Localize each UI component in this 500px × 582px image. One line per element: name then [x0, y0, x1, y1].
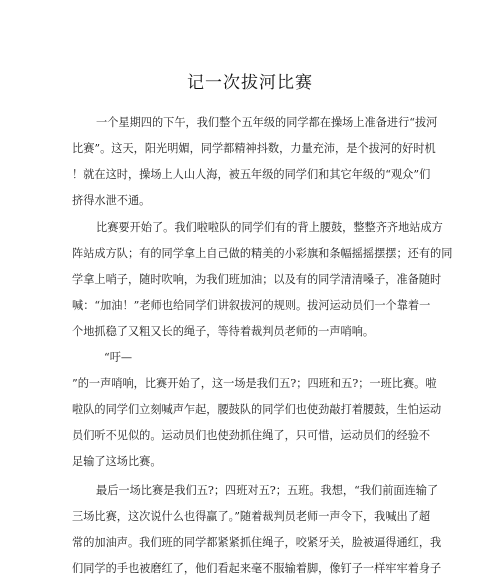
- paragraph-line: 一个星期四的下午，我们整个五年级的同学都在操场上准备进行“拔河: [96, 116, 438, 129]
- paragraph-line: 个地抓稳了又粗又长的绳子，等待着裁判员老师的一声哨响。: [72, 325, 375, 338]
- paragraph-line: “吁—: [104, 351, 133, 364]
- paragraph-line: 学拿上哨子，随时吹响，为我们班加油；以及有的同学清清嗓子，准备随时: [72, 273, 442, 286]
- paragraph-4: [72, 371, 442, 475]
- document-title: 记一次拔河比赛: [187, 73, 313, 93]
- paragraph-1: [72, 110, 438, 214]
- paragraph-5: [72, 478, 442, 582]
- paragraph-line: 喊：“加油！”老师也给同学们讲叙拔河的规则。拔河运动员们一个靠着一: [72, 299, 431, 312]
- paragraph-line: 常的加油声。我们班的同学都紧紧抓住绳子，咬紧牙关，脸被逼得通红，我: [72, 536, 442, 549]
- paragraph-line: 员们听不见似的。运动员们也使劲抓住绳了，只可惜，运动员们的经验不: [72, 429, 431, 442]
- paragraph-line: 比赛要开始了。我们啦啦队的同学们有的背上腰鼓，整整齐齐地站成方: [96, 221, 443, 234]
- paragraph-line: 挤得水泄不通。: [72, 194, 151, 207]
- paragraph-line: 们同学的手也被磨红了，他们看起来毫不服输着脚，像钉子一样牢牢着身子: [72, 562, 442, 575]
- paragraph-line: 阵站成方队；有的同学拿上自己做的精美的小彩旗和条幅摇摇摆摆；还有的同: [72, 247, 453, 260]
- paragraph-line: ！就在这时，操场上人山人海，被五年级的同学们和其它年级的“观众”们: [72, 168, 431, 181]
- paragraph-line: 比赛”。这天，阳光明媚，同学都精神抖数，力量充沛，是个拔河的好时机: [72, 142, 436, 155]
- paragraph-line: 足输了这场比赛。: [72, 455, 162, 468]
- paragraph-line: 最后一场比赛是我们五?；四班对五?；五班。我想，“我们前面连输了: [96, 484, 439, 497]
- paragraph-line: ”的一声哨响，比赛开始了，这一场是我们五?；四班和五?；一班比赛。啦: [72, 377, 437, 390]
- paragraph-line: 啦队的同学们立刻喊声乍起，腰鼓队的同学们也使劲敲打着腰鼓，生怕运动: [72, 403, 442, 416]
- paragraph-2: [72, 215, 453, 345]
- paragraph-3: [72, 345, 432, 371]
- paragraph-line: 三场比赛，这次说什么也得赢了。”随着裁判员老师一声令下，我喊出了超: [72, 510, 431, 523]
